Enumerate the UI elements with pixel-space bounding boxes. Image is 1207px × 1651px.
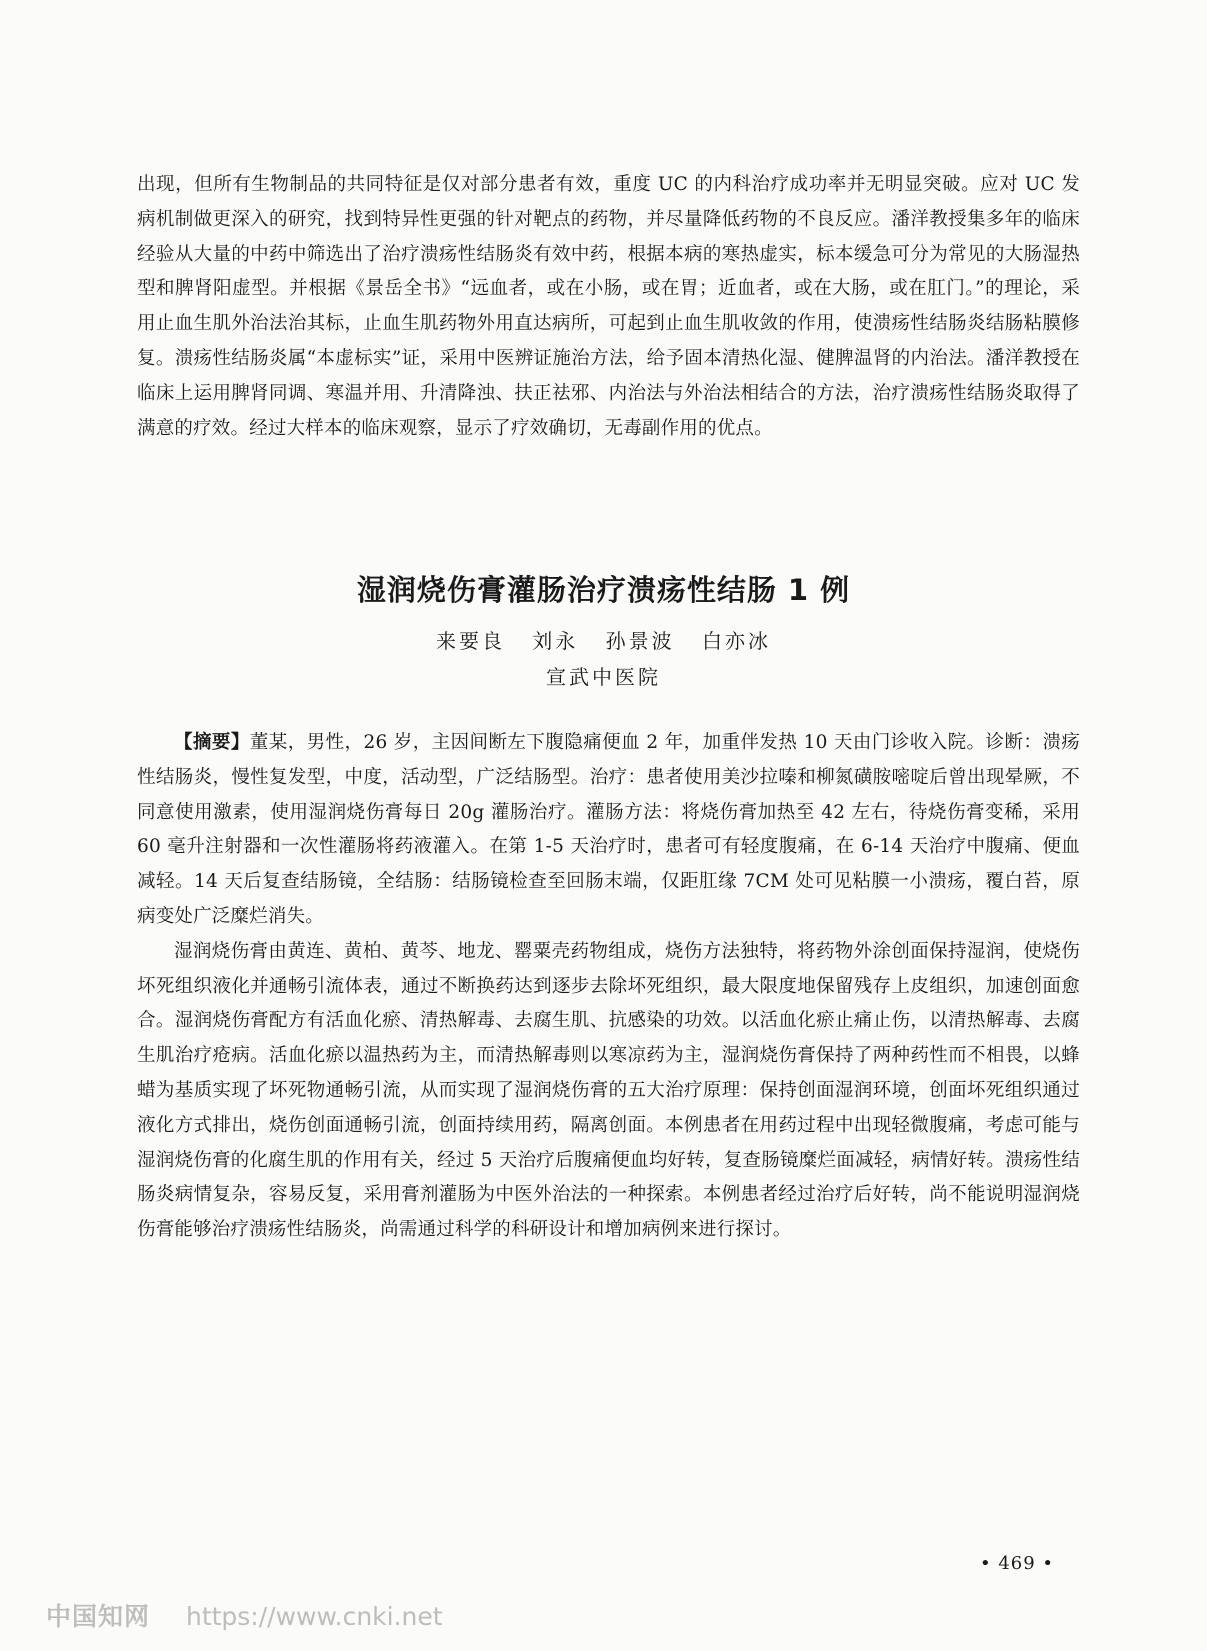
previous-article-text xyxy=(137,168,1080,446)
abstract-text: 董某，男性，26 岁，主因间断左下腹隐痛便血 2 年，加重伴发热 10 天由门诊收入院。诊断：溃疡性结肠炎，慢性复发型，中度，活动型，广泛结肠型。治疗：患者使用美沙拉嗪和柳氮磺胺嘧啶后曾出现晕厥，不同意使用激素，使用湿润烧伤膏每日 20g 灌肠治疗。灌肠方法：将烧伤膏加热至 42 左右，待烧伤膏变稀，采用 60 毫升注射器和一次性灌肠将药液灌入。在第 1-5 天治疗时，患者可有轻度腹痛，在 6-14 天治疗中腹痛、便血减轻。14 天后复查结肠镜，全结肠：结肠镜检查至回肠末端，仅距肛缘 7CM 处可见粘膜一小溃疡，覆白苔，原病变处广泛糜烂消失。 xyxy=(137,732,1080,927)
article-authors: 来要良 刘永 孙景波 白亦冰 xyxy=(435,629,772,653)
cnki-logo: 中国知网 xyxy=(46,1602,151,1631)
discussion-paragraph: 湿润烧伤膏由黄连、黄柏、黄芩、地龙、罂粟壳药物组成，烧伤方法独特，将药物外涂创面保持湿润，使烧伤坏死组织液化并通畅引流体表，通过不断换药达到逐步去除坏死组织，最大限度地保留残存上皮组织，加速创面愈合。湿润烧伤膏配方有活血化瘀、清热解毒、去腐生肌、抗感染的功效。以活血化瘀止痛止伤，以清热解毒、去腐生肌治疗疮病。活血化瘀以温热药为主，而清热解毒则以寒凉药为主，湿润烧伤膏保持了两种药性而不相畏，以蜂蜡为基质实现了坏死物通畅引流，从而实现了湿润烧伤膏的五大治疗原理：保持创面湿润环境，创面坏死组织通过液化方式排出，烧伤创面通畅引流，创面持续用药，隔离创面。本例患者在用药过程中出现轻微腹痛，考虑可能与湿润烧伤膏的化腐生肌的作用有关，经过 5 天治疗后腹痛便血均好转，复查肠镜糜烂面减轻，病情好转。溃疡性结肠炎病情复杂，容易反复，采用膏剂灌肠为中医外治法的一种探索。本例患者经过治疗后好转，尚不能说明湿润烧伤膏能够治疗溃疡性结肠炎，尚需通过科学的科研设计和增加病例来进行探讨。 xyxy=(137,940,1080,1241)
article-title: 湿润烧伤膏灌肠治疗溃疡性结肠 1 例 xyxy=(356,573,851,607)
page-number: • 469 • xyxy=(980,1553,1055,1574)
article-body xyxy=(137,726,1080,1248)
article-affiliation: 宣武中医院 xyxy=(546,665,661,689)
abstract-paragraph xyxy=(137,726,1080,935)
abstract-label: 【摘要】 xyxy=(174,732,250,753)
cnki-watermark[interactable] xyxy=(46,1597,443,1633)
cnki-url[interactable]: https://www.cnki.net xyxy=(185,1602,443,1631)
previous-article-paragraph: 出现，但所有生物制品的共同特征是仅对部分患者有效，重度 UC 的内科治疗成功率并无明显突破。应对 UC 发病机制做更深入的研究，找到特异性更强的针对靶点的药物，并尽量降低药物的不良反应。潘洋教授集多年的临床经验从大量的中药中筛选出了治疗溃疡性结肠炎有效中药，根据本病的寒热虚实，标本缓急可分为常见的大肠湿热型和脾肾阳虚型。并根据《景岳全书》“远血者，或在小肠，或在胃；近血者，或在大肠，或在肛门。”的理论，采用止血生肌外治法治其标，止血生肌药物外用直达病所，可起到止血生肌收敛的作用，使溃疡性结肠炎结肠粘膜修复。溃疡性结肠炎属“本虚标实”证，采用中医辨证施治方法，给予固本清热化湿、健脾温肾的内治法。潘洋教授在临床上运用脾肾同调、寒温并用、升清降浊、扶正祛邪、内治法与外治法相结合的方法，治疗溃疡性结肠炎取得了满意的疗效。经过大样本的临床观察，显示了疗效确切，无毒副作用的优点。 xyxy=(137,174,1080,439)
